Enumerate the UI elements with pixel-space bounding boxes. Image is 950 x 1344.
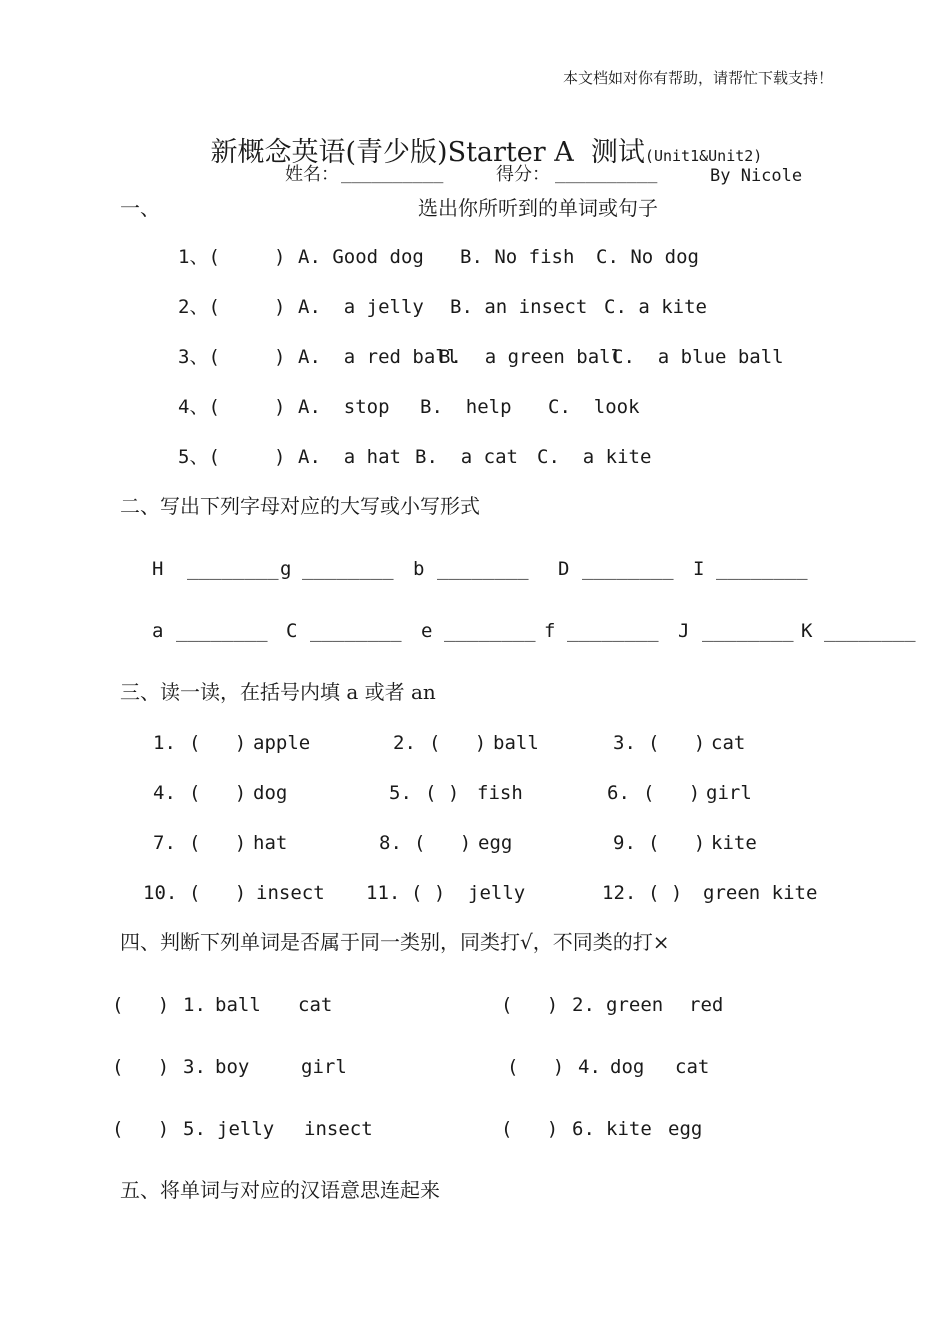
list-item-paren: ) [274,346,286,368]
letter: J [678,620,690,642]
word-2: egg [668,1118,703,1140]
answer-blank: ________ [567,620,659,642]
option-b: B. a cat [415,446,518,468]
answer-paren: ( ) [189,882,247,904]
answer-blank: ________ [176,620,268,642]
list-item-paren: ) [274,446,286,468]
score-blank: __________ [555,164,658,184]
list-item-word: girl [706,782,752,804]
section3-heading: 三、读一读，在括号内填 a 或者 an [120,680,436,704]
option-b: B. help [420,396,512,418]
list-item-num: 7. [153,832,176,854]
word-1: boy [215,1056,250,1078]
list-item-num: 4. [153,782,176,804]
list-item-num: 2、( [178,296,220,318]
option-b: B. an insect [450,296,588,318]
answer-blank: ________ [302,558,394,580]
list-item-word: egg [478,832,513,854]
list-item-word: green kite [703,882,818,904]
list-item-num: 5. [183,1118,206,1140]
letter: e [421,620,433,642]
section1-number: 一、 [120,196,160,220]
letter: I [693,558,705,580]
option-c: C. a kite [537,446,652,468]
option-c: C. No dog [596,246,699,268]
list-item-num: 4、( [178,396,220,418]
list-item-num: 11. [366,882,401,904]
option-b: B. No fish [460,246,575,268]
list-item-word: ball [493,732,539,754]
word-1: jelly [217,1118,275,1140]
list-item-paren: ) [274,296,286,318]
title-main: 新概念英语(青少版)Starter A 测试 [210,137,645,168]
page-title [178,112,762,166]
list-item-num: 5. [389,782,412,804]
list-item-num: 1、( [178,246,220,268]
list-item-word: insect [256,882,325,904]
word-1: kite [606,1118,652,1140]
option-c: C. a blue ball [612,346,784,368]
score-label: 得分： [496,164,550,185]
section5-heading: 五、将单词与对应的汉语意思连起来 [120,1178,440,1202]
answer-paren: ( ) [411,882,446,904]
list-item-word: kite [711,832,757,854]
section4-heading: 四、判断下列单词是否属于同一类别，同类打√，不同类的打× [120,930,670,954]
word-1: dog [610,1056,645,1078]
letter: g [280,558,292,580]
list-item-num: 3. [613,732,636,754]
answer-paren: ( ) [112,1118,170,1140]
list-item-word: cat [711,732,746,754]
answer-paren: ( ) [648,882,683,904]
answer-paren: ( ) [429,732,487,754]
section2-heading: 二、写出下列字母对应的大写或小写形式 [120,494,480,518]
answer-paren: ( ) [112,1056,170,1078]
list-item-num: 6. [607,782,630,804]
name-label: 姓名： [285,164,339,185]
list-item-num: 9. [613,832,636,854]
option-c: C. a kite [604,296,707,318]
section1-heading: 选出你所听到的单词或句子 [418,196,658,220]
list-item-word: dog [253,782,288,804]
list-item-num: 2. [572,994,595,1016]
letter: H [152,558,164,580]
letter: K [801,620,813,642]
list-item-word: apple [253,732,311,754]
list-item-paren: ) [274,396,286,418]
option-c: C. look [548,396,640,418]
letter: a [152,620,164,642]
list-item-num: 2. [393,732,416,754]
word-2: cat [298,994,333,1016]
word-2: girl [301,1056,347,1078]
answer-paren: ( ) [414,832,472,854]
answer-paren: ( ) [648,732,706,754]
list-item-num: 4. [578,1056,601,1078]
answer-blank: ________ [582,558,674,580]
list-item-num: 6. [572,1118,595,1140]
answer-paren: ( ) [112,994,170,1016]
answer-paren: ( ) [643,782,701,804]
letter: D [558,558,570,580]
option-a: A. a red ball [298,346,459,368]
list-item-num: 3. [183,1056,206,1078]
option-a: A. Good dog [298,246,424,268]
list-item-paren: ) [274,246,286,268]
word-1: ball [215,994,261,1016]
letter: f [544,620,556,642]
header-note: 本文档如对你有帮助，请帮忙下载支持！ [563,69,834,87]
list-item-word: fish [477,782,523,804]
answer-paren: ( ) [189,832,247,854]
answer-paren: ( ) [189,782,247,804]
answer-blank: ________ [824,620,916,642]
letter: C [286,620,298,642]
title-sub: (Unit1&Unit2) [644,147,763,165]
word-2: insect [304,1118,373,1140]
answer-paren: ( ) [507,1056,565,1078]
answer-blank: ________ [716,558,808,580]
answer-blank: ________ [437,558,529,580]
list-item-num: 8. [379,832,402,854]
list-item-num: 12. [602,882,637,904]
answer-blank: ________ [310,620,402,642]
list-item-num: 10. [143,882,178,904]
option-a: A. stop [298,396,390,418]
answer-paren: ( ) [501,994,559,1016]
name-blank: __________ [341,164,444,184]
word-1: green [606,994,664,1016]
list-item-num: 1. [153,732,176,754]
author: By Nicole [710,166,803,186]
answer-blank: ________ [187,558,279,580]
word-2: red [689,994,724,1016]
option-a: A. a hat [298,446,401,468]
option-a: A. a jelly [298,296,424,318]
letter: b [413,558,425,580]
answer-paren: ( ) [189,732,247,754]
list-item-word: hat [253,832,288,854]
answer-paren: ( ) [648,832,706,854]
list-item-word: jelly [468,882,526,904]
answer-blank: ________ [702,620,794,642]
answer-paren: ( ) [425,782,460,804]
list-item-num: 5、( [178,446,220,468]
word-2: cat [675,1056,710,1078]
option-b: B. a green ball [439,346,623,368]
answer-blank: ________ [444,620,536,642]
list-item-num: 1. [183,994,206,1016]
list-item-num: 3、( [178,346,220,368]
answer-paren: ( ) [501,1118,559,1140]
